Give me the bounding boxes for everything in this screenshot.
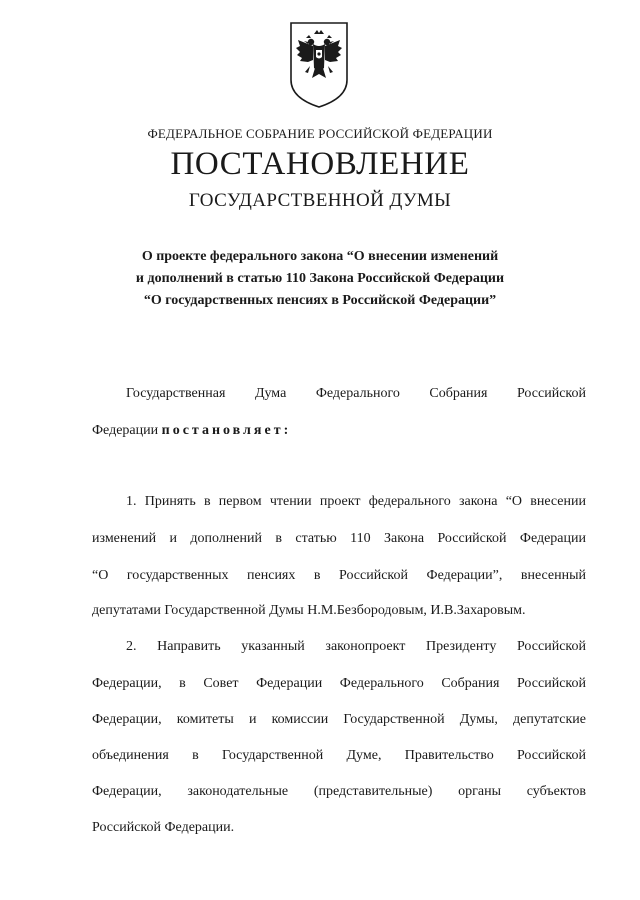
document-subtitle: ГОСУДАРСТВЕННОЙ ДУМЫ bbox=[188, 190, 452, 211]
preamble-line: Государственная Дума Федерального Собрания Российской bbox=[126, 386, 586, 401]
item-1-line: изменений и дополнений в статью 110 Закона Российской Федерации bbox=[92, 531, 586, 546]
document-subject bbox=[0, 246, 640, 312]
organization-name: ФЕДЕРАЛЬНОЕ СОБРАНИЕ РОССИЙСКОЙ ФЕДЕРАЦИИ bbox=[147, 126, 493, 141]
subject-line: и дополнений в статью 110 Закона Российской Федерации bbox=[135, 271, 505, 286]
state-emblem-icon bbox=[288, 20, 350, 110]
item-2-line: объединения в Государственной Думе, Правительство Российской bbox=[92, 748, 586, 763]
preamble-line bbox=[92, 421, 586, 441]
item-1-line: “О государственных пенсиях в Российской Федерации”, внесенный bbox=[92, 568, 586, 583]
item-1-line: депутатами Государственной Думы Н.М.Безбородовым, И.В.Захаровым. bbox=[92, 603, 526, 618]
item-2-line: Федерации, комитеты и комиссии Государственной Думы, депутатские bbox=[92, 712, 586, 727]
item-2-line: Федерации, в Совет Федерации Федерального Собрания Российской bbox=[92, 676, 586, 691]
preamble-prefix: Федерации bbox=[92, 423, 162, 438]
document-title: ПОСТАНОВЛЕНИЕ bbox=[170, 146, 470, 182]
item-2-line: Федерации, законодательные (представительные) органы субъектов bbox=[92, 784, 586, 799]
item-1-line: 1. Принять в первом чтении проект федерального закона “О внесении bbox=[126, 494, 586, 509]
subject-line: О проекте федерального закона “О внесении изменений bbox=[141, 249, 499, 264]
item-2-line: 2. Направить указанный законопроект Президенту Российской bbox=[126, 639, 586, 654]
subject-line: “О государственных пенсиях в Российской Федерации” bbox=[143, 293, 497, 308]
item-2-line: Российской Федерации. bbox=[92, 820, 235, 835]
preamble-resolution-word: постановляет: bbox=[161, 423, 292, 438]
